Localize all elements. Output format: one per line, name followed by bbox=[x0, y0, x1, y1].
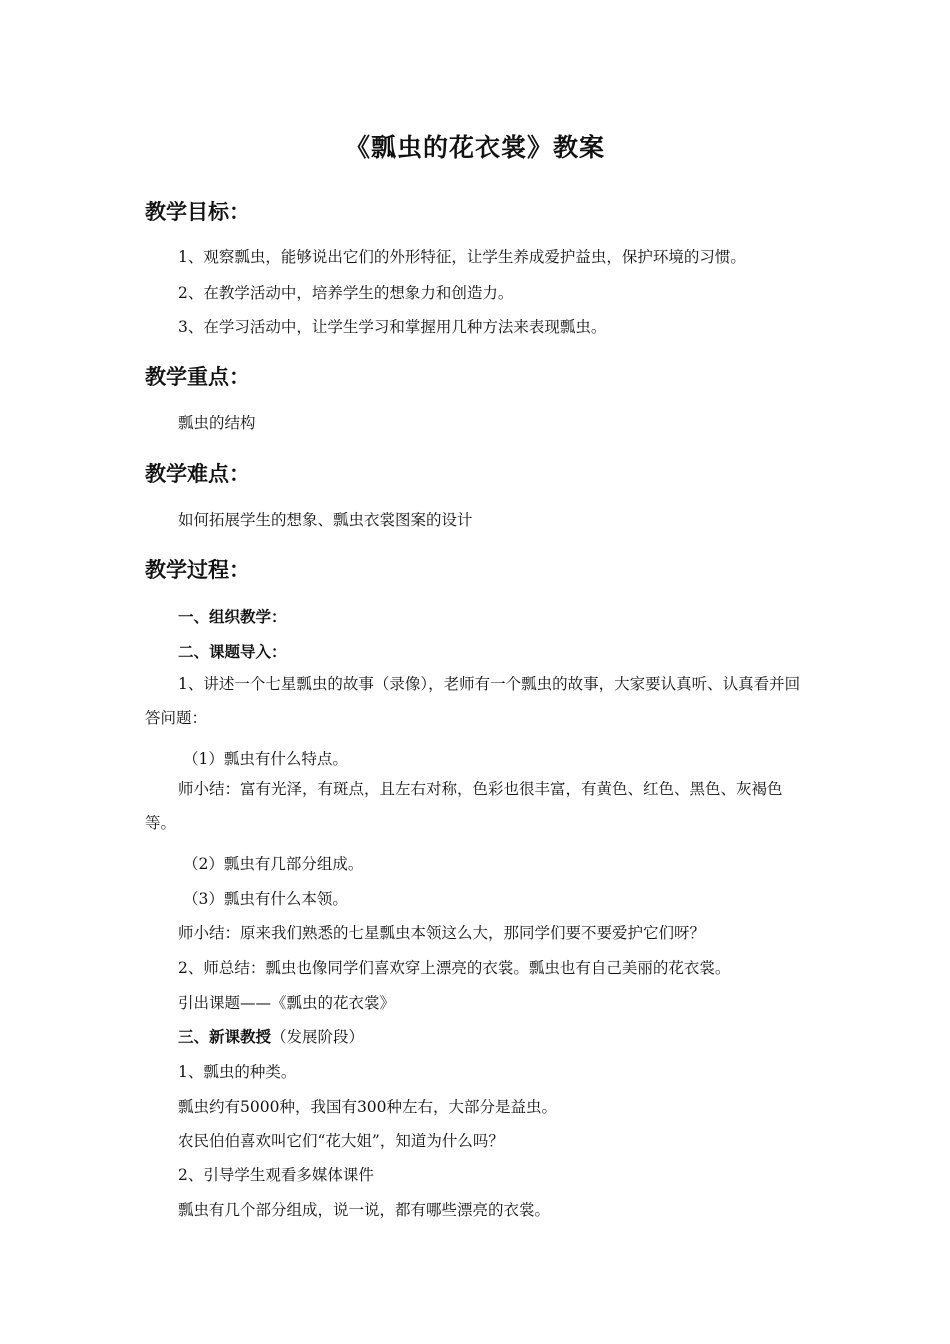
key-points-text: 瓢虫的结构 bbox=[178, 414, 256, 432]
difficulties-heading: 教学难点： bbox=[145, 462, 250, 486]
step-3-label: 三、新课教授 bbox=[178, 1028, 272, 1046]
process-step-1: 一、组织教学： bbox=[178, 608, 287, 626]
question-2: （2）瓢虫有几部分组成。 bbox=[183, 855, 364, 873]
step-3-note: （发展阶段） bbox=[271, 1028, 365, 1046]
lead-in-topic: 引出课题——《瓢虫的花衣裳》 bbox=[178, 994, 396, 1012]
teacher-summary-2: 师小结：原来我们熟悉的七星瓢虫本领这么大，那同学们要不要爱护它们呀？ bbox=[178, 924, 706, 942]
teacher-summary-1: 师小结：富有光泽，有斑点，且左右对称，色彩也很丰富，有黄色、红色、黑色、灰褐色等。 bbox=[145, 780, 783, 832]
farmer-question: 农民伯伯喜欢叫它们“花大姐”，知道为什么吗？ bbox=[178, 1132, 504, 1150]
key-points-heading: 教学重点： bbox=[145, 365, 250, 389]
teacher-summary-3: 2、师总结：瓢虫也像同学们喜欢穿上漂亮的衣裳。瓢虫也有自己美丽的花衣裳。 bbox=[178, 959, 731, 977]
document-title: 《瓢虫的花衣裳》教案 bbox=[344, 133, 605, 162]
objective-item-2: 2、在教学活动中，培养学生的想象力和创造力。 bbox=[178, 284, 514, 302]
story-paragraph: 1、讲述一个七星瓢虫的故事（录像），老师有一个瓢虫的故事，大家要认真听、认真看并回答问题： bbox=[145, 675, 801, 727]
process-heading: 教学过程： bbox=[145, 558, 250, 582]
multimedia-guide: 2、引导学生观看多媒体课件 bbox=[178, 1166, 374, 1184]
objectives-heading: 教学目标： bbox=[145, 200, 250, 224]
objective-item-3: 3、在学习活动中，让学生学习和掌握用几种方法来表现瓢虫。 bbox=[178, 318, 607, 336]
ladybug-kinds: 1、瓢虫的种类。 bbox=[178, 1063, 297, 1081]
question-1: （1）瓢虫有什么特点。 bbox=[183, 750, 348, 768]
ladybug-parts: 瓢虫有几个部分组成，说一说，都有哪些漂亮的衣裳。 bbox=[178, 1201, 551, 1219]
process-step-3 bbox=[178, 1025, 364, 1047]
question-3: （3）瓢虫有什么本领。 bbox=[183, 890, 348, 908]
ladybug-kinds-text: 瓢虫约有5000种，我国有300种左右，大部分是益虫。 bbox=[178, 1098, 558, 1116]
objective-item-1: 1、观察瓢虫，能够说出它们的外形特征，让学生养成爱护益虫，保护环境的习惯。 bbox=[178, 248, 746, 266]
process-step-2: 二、课题导入： bbox=[178, 643, 287, 661]
difficulties-text: 如何拓展学生的想象、瓢虫衣裳图案的设计 bbox=[178, 511, 473, 529]
